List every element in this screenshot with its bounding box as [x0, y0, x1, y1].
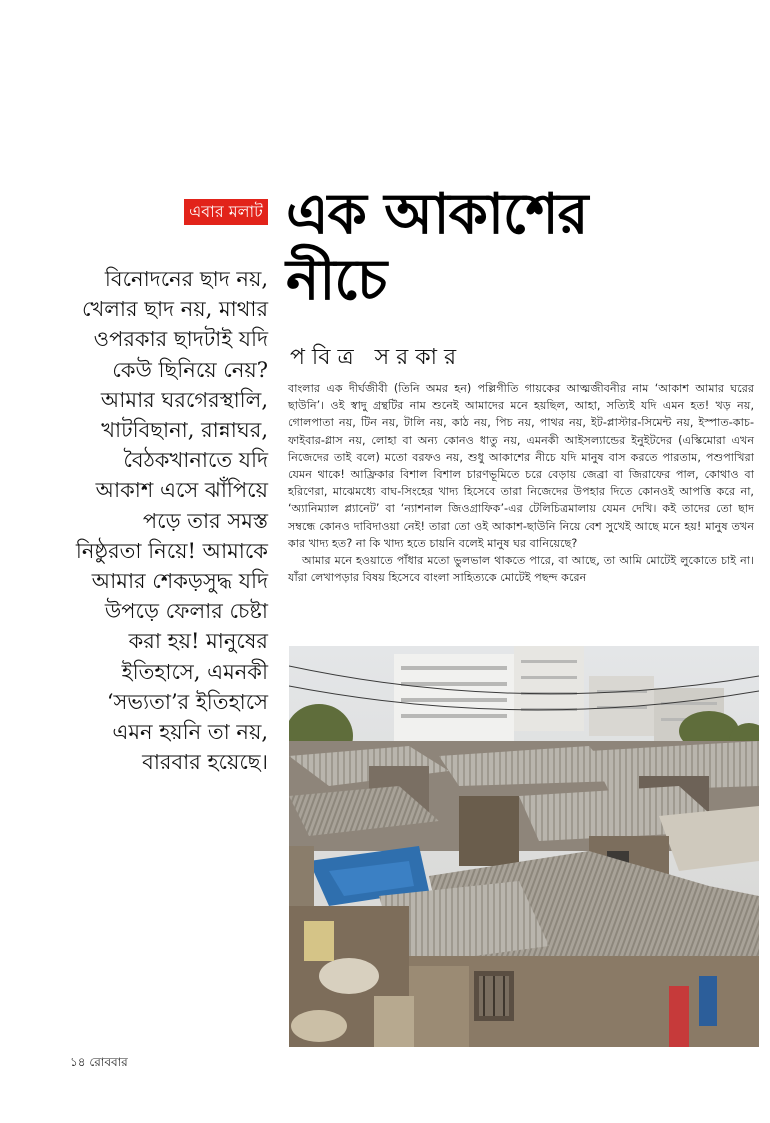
title-line-2: নীচে: [286, 248, 387, 313]
page-folio: ১৪ রোববার: [70, 1055, 128, 1069]
body-paragraph-2: আমার মনে হওয়াতে পাঁধার মতো ভুলভাল থাকতে পারে, বা আছে, তা আমি মোটেই লুকোতে চাই না। যাঁরা লেখাপড়ার বিষয় হিসেবে বাংলা সাহিত্যকে মোটেই পছন্দ করেন: [288, 554, 754, 585]
author-byline: পবিত্র সরকার: [290, 345, 464, 370]
body-paragraph-1: বাংলার এক দীর্ঘজীবী (তিনি অমর হন) পল্লিগীতি গায়কের আত্মজীবনীর নাম ‘আকাশ আমার ঘরের ছাউনি’। ওই স্বাদু গ্রন্থটির নাম শুনেই আমাদের মনে হয়ছিল, আহা, সত্যিই যদি এমন হত! খড় নয়, গোলপাতা নয়, টিন নয়, টালি নয়, কাঠ নয়, পিচ নয়, পাথর নয়, ইট-প্লাস্টার-সিমেন্ট নয়, ইস্পাত-কাচ-ফাইবার-গ্লাস নয়, লোহা বা অন্য কোনও ধাতু নয়, এমনকী আইসল্যান্ডের ইনুইটদের (এস্কিমোরা এখন নিজেদের তাই বলে) মতো বরফও নয়, শুধু আকাশের নীচে যদি মানুষ বাস করতে পারতাম, পশুপাখিরা যেমন থাকে! আফ্রিকার বিশাল বিশাল চারণভূমিতে চরে বেড়ায় জেব্রা বা জিরাফের পাল, কোথাও বা হরিণেরা, মাঝেমধ্যে বাঘ-সিংহের খাদ্য হিসেবে তারা নিজেদের উপহার দিতে কোনওই আপত্তি করে না, ‘অ্যানিম্যাল প্ল্যানেট’ বা ‘ন্যাশনাল জিওগ্রাফিক’-এর টেলিচিত্রমালায় যেমন দেখি। কই তাদের তো ছাদ সম্বন্ধে কোনও দাবিদাওয়া নেই! তারা তো ওই আকাশ-ছাউনি নিয়ে বেশ সুখেই আছে মনে হয়! মানুষ তখন কার খাদ্য হত? না কি খাদ্য হতে চায়নি বলেই মানুষ ঘর বানিয়েছে?: [288, 382, 754, 550]
title-line-1: এক আকাশের: [286, 182, 588, 247]
pull-quote: বিনোদনের ছাদ নয়, খেলার ছাদ নয়, মাথার ওপরকার ছাদটাই যদি কেউ ছিনিয়ে নেয়? আমার ঘরগেরস্থালি, খাটবিছানা, রান্নাঘর, বৈঠকখানাতে যদি আকাশ এসে ঝাঁপিয়ে পড়ে তার সমস্ত নিষ্ঠুরতা নিয়ে! আমাকে আমার শেকড়সুদ্ধ যদি উপড়ে ফেলার চেষ্টা করা হয়! মানুষের ইতিহাসে, এমনকী ‘সভ্যতা’র ইতিহাসে এমন হয়নি তা নয়, বারবার হয়েছে।: [75, 267, 268, 775]
article-title: [286, 182, 756, 314]
section-tag: এবার মলাট: [184, 199, 268, 225]
article-body: [288, 380, 754, 586]
slum-rooftops-photo: [289, 646, 759, 1047]
